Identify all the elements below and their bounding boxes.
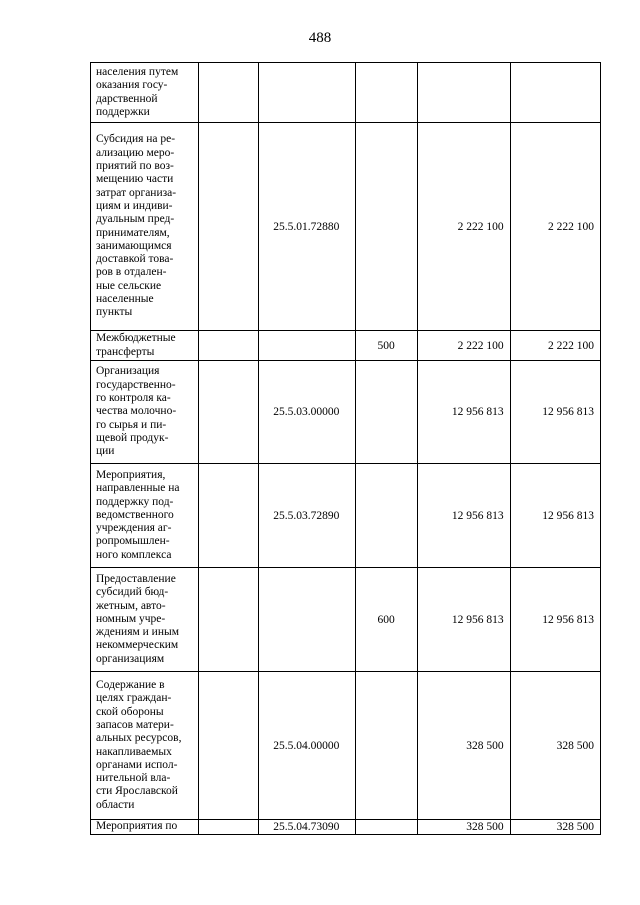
cell-sum2: 328 500 [510,820,600,835]
cell-sum2: 2 222 100 [510,331,600,361]
cell-col2 [199,820,258,835]
cell-sum1 [418,63,510,123]
cell-sum2: 12 956 813 [510,568,600,672]
cell-sum1: 2 222 100 [418,123,510,331]
cell-name: населения путем оказания госу- дарственной поддержки [91,63,199,123]
table-row [91,568,601,672]
table-row [91,361,601,464]
cell-type [356,63,418,123]
cell-sum1: 328 500 [418,672,510,820]
cell-sum1: 328 500 [418,820,510,835]
cell-name: Мероприятия, направленные на поддержку под- ведомственного учреждения аг- ропромышлен- ного комплекса [91,464,199,568]
cell-code: 25.5.04.73090 [258,820,355,835]
cell-code [258,63,355,123]
cell-col2 [199,123,258,331]
cell-code: 25.5.03.00000 [258,361,355,464]
cell-col2 [199,464,258,568]
table-row [91,331,601,361]
cell-col2 [199,361,258,464]
cell-name: Организация государственно- го контроля ка- чества молочно- го сырья и пи- щевой продук- ции [91,361,199,464]
cell-col2 [199,331,258,361]
cell-type [356,464,418,568]
cell-sum1: 2 222 100 [418,331,510,361]
cell-type [356,672,418,820]
cell-sum2 [510,63,600,123]
cell-sum2: 12 956 813 [510,361,600,464]
cell-col2 [199,568,258,672]
cell-name: Содержание в целях граждан- ской обороны запасов матери- альных ресурсов, накапливаемых органами испол- нительной вла- сти Ярославской области [91,672,199,820]
cell-col2 [199,63,258,123]
table-row [91,63,601,123]
cell-type [356,820,418,835]
cell-code: 25.5.04.00000 [258,672,355,820]
cell-name: Мероприятия по [91,820,199,835]
cell-name: Субсидия на ре- ализацию меро- приятий по воз- мещению части затрат организа- циям и индиви- дуальным пред- принимателям, занимающимся доставкой това- ров в отдален- ные сельские населенные пункты [91,123,199,331]
table-row [91,123,601,331]
page-number: 488 [308,30,332,46]
cell-type: 600 [356,568,418,672]
cell-name: Предоставление субсидий бюд- жетным, авто- номным учре- ждениям и иным некоммерческим организациям [91,568,199,672]
cell-sum2: 328 500 [510,672,600,820]
cell-type [356,123,418,331]
cell-name: Межбюджетные трансферты [91,331,199,361]
cell-type [356,361,418,464]
cell-sum1: 12 956 813 [418,464,510,568]
table-row [91,672,601,820]
cell-sum1: 12 956 813 [418,568,510,672]
cell-sum2: 2 222 100 [510,123,600,331]
cell-code: 25.5.03.72890 [258,464,355,568]
cell-type: 500 [356,331,418,361]
cell-code [258,331,355,361]
cell-code: 25.5.01.72880 [258,123,355,331]
cell-col2 [199,672,258,820]
cell-sum1: 12 956 813 [418,361,510,464]
budget-table [90,62,601,835]
table-row [91,464,601,568]
table-row [91,820,601,835]
cell-code [258,568,355,672]
cell-sum2: 12 956 813 [510,464,600,568]
